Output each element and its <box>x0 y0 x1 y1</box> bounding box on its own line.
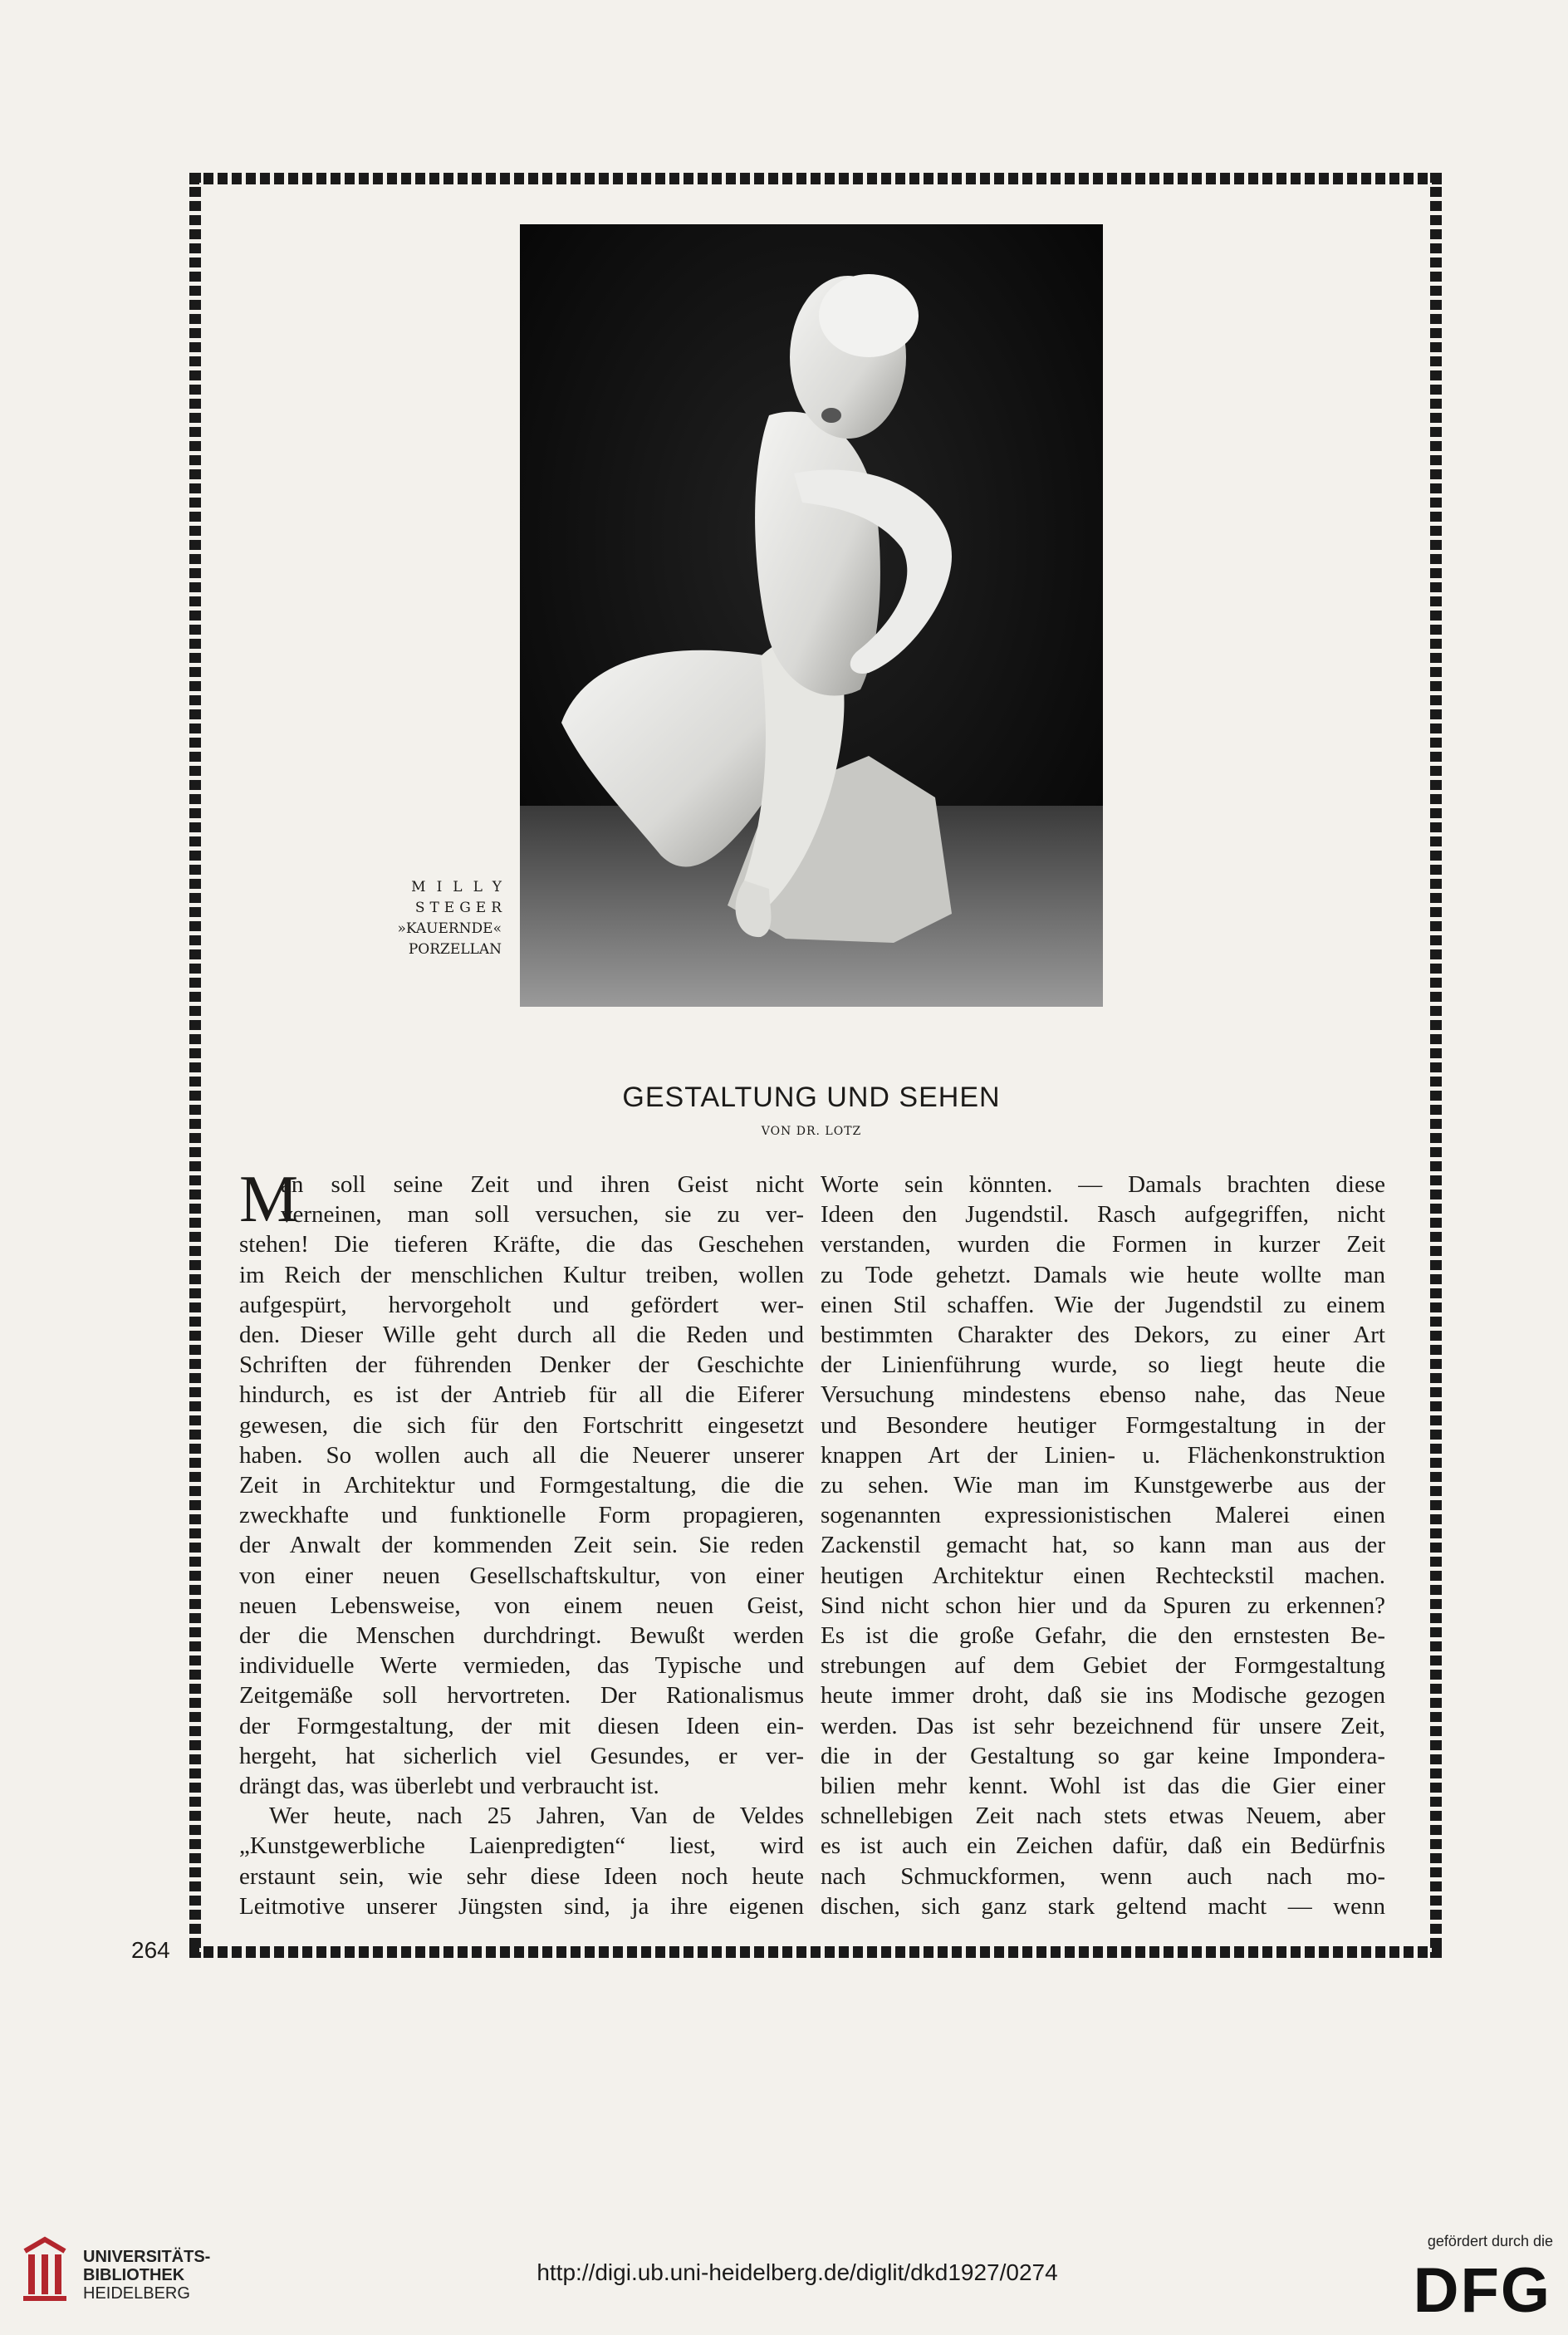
dfg-logo: DFG <box>1413 2255 1551 2326</box>
text-line: zweckhafte und funktionelle Form propagieren, <box>239 1502 804 1529</box>
photo-caption <box>336 877 512 960</box>
text-line: drängt das, was überlebt und verbraucht ist. <box>239 1773 659 1800</box>
porcelain-figure-image <box>520 224 1103 1007</box>
text-line: der Formgestaltung, der mit diesen Ideen ein- <box>239 1712 804 1739</box>
source-url-link[interactable]: http://digi.ub.uni-heidelberg.de/diglit/dkd1927/0274 <box>537 2259 1058 2285</box>
text-line: stehen! Die tieferen Kräfte, die das Geschehen <box>239 1231 804 1258</box>
text-line: der Anwalt der kommenden Zeit sein. Sie reden <box>239 1532 804 1559</box>
text-line: Worte sein könnten. — Damals brachten diese <box>821 1171 1385 1198</box>
text-line: der Linienführung wurde, so liegt heute die <box>821 1351 1385 1379</box>
library-name-line1: UNIVERSITÄTS- <box>83 2248 211 2266</box>
text-line: Zeitgemäße soll hervortreten. Der Rationalismus <box>239 1682 804 1710</box>
text-column-left <box>239 1163 804 1921</box>
text-line: zu Tode gehetzt. Damals wie heute wollte man <box>821 1261 1385 1288</box>
text-line: Sind nicht schon hier und da Spuren zu erkennen? <box>821 1592 1385 1619</box>
text-column-right <box>821 1170 1385 1921</box>
border-bottom <box>189 1946 1442 1958</box>
library-name <box>83 2248 210 2303</box>
article-title: GESTALTUNG UND SEHEN <box>622 1082 1001 1113</box>
caption-material: PORZELLAN <box>408 941 502 958</box>
text-line: Ideen den Jugendstil. Rasch aufgegriffen, nicht <box>821 1201 1385 1229</box>
text-line: heutigen Architektur einen Rechteckstil machen. <box>821 1562 1385 1589</box>
text-line: Zackenstil gemacht hat, so kann man aus der <box>821 1532 1385 1559</box>
drop-cap: M <box>239 1163 299 1236</box>
text-line: aufgespürt, hervorgeholt und gefördert wer- <box>239 1291 804 1318</box>
page-number: 264 <box>131 1937 170 1963</box>
text-line: haben. So wollen auch all die Neuerer unserer <box>239 1441 804 1469</box>
text-line: bestimmten Charakter des Dekors, zu einer Art <box>821 1322 1385 1349</box>
text-line: es ist auch ein Zeichen dafür, daß ein Bedürfnis <box>821 1832 1385 1860</box>
text-line: sogenannten expressionistischen Malerei einen <box>821 1502 1385 1529</box>
funding-label: gefördert durch die <box>1427 2233 1553 2249</box>
text-line: von einer neuen Gesellschaftskultur, von einer <box>239 1562 804 1589</box>
text-line: Es ist die große Gefahr, die den ernstesten Be- <box>821 1622 1385 1650</box>
text-line: zu sehen. Wie man im Kunstgewerbe aus der <box>821 1472 1385 1499</box>
library-name-line3: HEIDELBERG <box>83 2284 190 2303</box>
text-line: gewesen, die sich für den Fortschritt eingesetzt <box>239 1411 804 1439</box>
text-line: und Besondere heutiger Formgestaltung in der <box>821 1411 1385 1439</box>
text-line: im Reich der menschlichen Kultur treiben, wollen <box>239 1261 804 1288</box>
text-line: Leitmotive unserer Jüngsten sind, ja ihre eigenen <box>239 1892 804 1920</box>
text-line: neuen Lebensweise, von einem neuen Geist, <box>239 1592 804 1619</box>
text-line: Schriften der führenden Denker der Geschichte <box>239 1351 804 1379</box>
text-line: strebungen auf dem Gebiet der Formgestaltung <box>821 1652 1385 1680</box>
library-logo-icon <box>20 2234 70 2304</box>
text-line: an soll seine Zeit und ihren Geist nicht <box>281 1171 804 1198</box>
sculpture-photograph <box>520 224 1103 1007</box>
border-left <box>189 173 201 1958</box>
text-line: hergeht, hat sicherlich viel Gesundes, er ver- <box>239 1742 804 1769</box>
text-line: verstanden, wurden die Formen in kurzer Zeit <box>821 1231 1385 1258</box>
text-line: hindurch, es ist der Antrieb für all die Eiferer <box>239 1381 804 1409</box>
text-line: dischen, sich ganz stark geltend macht — wenn <box>821 1892 1385 1920</box>
text-line: knappen Art der Linien- u. Flächenkonstruktion <box>821 1441 1385 1469</box>
text-line: einen Stil schaffen. Wie der Jugendstil zu einem <box>821 1291 1385 1318</box>
text-line: Zeit in Architektur und Formgestaltung, die die <box>239 1472 804 1499</box>
text-line: heute immer droht, daß sie ins Modische gezogen <box>821 1682 1385 1710</box>
text-line: erstaunt sein, wie sehr diese Ideen noch heute <box>239 1862 804 1890</box>
text-line: die in der Gestaltung so gar keine Impondera- <box>821 1742 1385 1769</box>
caption-work-title: »KAUERNDE« <box>397 920 502 937</box>
library-name-line2: BIBLIOTHEK <box>83 2266 185 2284</box>
text-line: individuelle Werte vermieden, das Typische und <box>239 1652 804 1680</box>
text-line: nach Schmuckformen, wenn auch nach mo- <box>821 1862 1385 1890</box>
text-line: verneinen, man soll versuchen, sie zu ver- <box>281 1201 804 1229</box>
text-line: Wer heute, nach 25 Jahren, Van de Veldes <box>269 1803 804 1830</box>
border-right <box>1430 173 1442 1958</box>
caption-artist-last: STEGER <box>414 900 507 916</box>
text-line: Versuchung mindestens ebenso nahe, das Neue <box>821 1381 1385 1409</box>
border-top <box>189 173 1442 184</box>
text-line: werden. Das ist sehr bezeichnend für unsere Zeit, <box>821 1712 1385 1739</box>
text-line: schnellebigen Zeit nach stets etwas Neuem, aber <box>821 1803 1385 1830</box>
caption-artist-first: MILLY <box>411 879 512 895</box>
article-byline: VON DR. LOTZ <box>761 1125 862 1138</box>
text-line: bilien mehr kennt. Wohl ist das die Gier einer <box>821 1773 1385 1800</box>
text-line: „Kunstgewerbliche Laienpredigten“ liest, wird <box>239 1832 804 1860</box>
text-line: der die Menschen durchdringt. Bewußt werden <box>239 1622 804 1650</box>
text-line: den. Dieser Wille geht durch all die Reden und <box>239 1322 804 1349</box>
